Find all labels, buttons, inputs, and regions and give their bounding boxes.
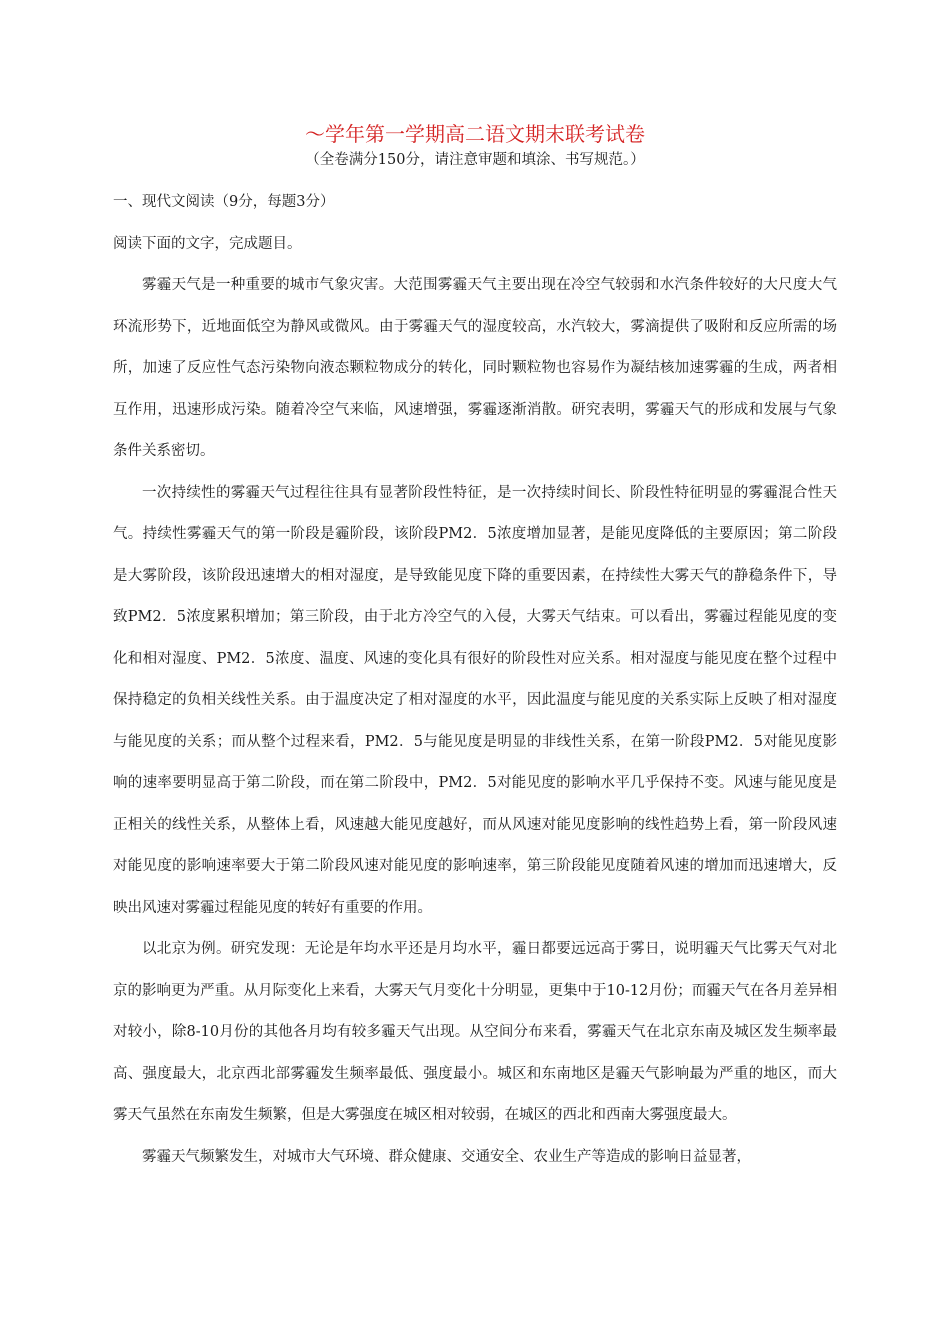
exam-subtitle: （全卷满分150分，请注意审题和填涂、书写规范。） [305, 152, 645, 168]
reading-instruction: 阅读下面的文字，完成题目。 [113, 235, 302, 252]
passage-paragraph-4: 雾霾天气频繁发生，对城市大气环境、群众健康、交通安全、农业生产等造成的影响日益显著， [142, 1148, 751, 1165]
passage-paragraph-3: 以北京为例。研究发现：无论是年均水平还是月均水平，霾日都要远远高于雾日，说明霾天气比雾天气对北京的影响更为严重。从月际变化上来看，大雾天气月变化十分明显，更集中于10-12月份；而霾天气在各月差异相对较小，除8-10月份的其他各月均有较多霾天气出现。从空间分布来看，雾霾天气在北京东南及城区发生频率最高、强度最大，北京西北部雾霾发生频率最低、强度最小。城区和东南地区是霾天气影响最为严重的地区，而大雾天气虽然在东南发生频繁，但是大雾强度在城区相对较弱，在城区的西北和西南大雾强度最大。 [113, 941, 837, 1123]
section-heading: 一、现代文阅读（9分，每题3分） [113, 194, 335, 210]
passage-paragraph-2: 一次持续性的雾霾天气过程往往具有显著阶段性特征，是一次持续时间长、阶段性特征明显的雾霾混合性天气。持续性雾霾天气的第一阶段是霾阶段，该阶段PM2．5浓度增加显著，是能见度降低的主要原因；第二阶段是大雾阶段，该阶段迅速增大的相对湿度，是导致能见度下降的重要因素，在持续性大雾天气的静稳条件下，导致PM2．5浓度累积增加；第三阶段，由于北方冷空气的入侵，大雾天气结束。可以看出，雾霾过程能见度的变化和相对湿度、PM2．5浓度、温度、风速的变化具有很好的阶段性对应关系。相对湿度与能见度在整个过程中保持稳定的负相关线性关系。由于温度决定了相对湿度的水平，因此温度与能见度的关系实际上反映了相对湿度与能见度的关系；而从整个过程来看，PM2．5与能见度是明显的非线性关系，在第一阶段PM2．5对能见度影响的速率要明显高于第二阶段，而在第二阶段中，PM2．5对能见度的影响水平几乎保持不变。风速与能见度是正相关的线性关系，从整体上看，风速越大能见度越好，而从风速对能见度影响的线性趋势上看，第一阶段风速对能见度的影响速率要大于第二阶段风速对能见度的影响速率，第三阶段能见度随着风速的增加而迅速增大，反映出风速对雾霾过程能见度的转好有重要的作用。 [113, 484, 837, 916]
passage-paragraph-1: 雾霾天气是一种重要的城市气象灾害。大范围雾霾天气主要出现在冷空气较弱和水汽条件较好的大尺度大气环流形势下，近地面低空为静风或微风。由于雾霾天气的湿度较高，水汽较大，雾滴提供了吸附和反应所需的场所，加速了反应性气态污染物向液态颗粒物成分的转化，同时颗粒物也容易作为凝结核加速雾霾的生成，两者相互作用，迅速形成污染。随着冷空气来临，风速增强，雾霾逐渐消散。研究表明，雾霾天气的形成和发展与气象条件关系密切。 [113, 277, 837, 459]
reading-section [113, 182, 837, 1178]
exam-title: ～学年第一学期高二语文期末联考试卷 [305, 122, 645, 146]
